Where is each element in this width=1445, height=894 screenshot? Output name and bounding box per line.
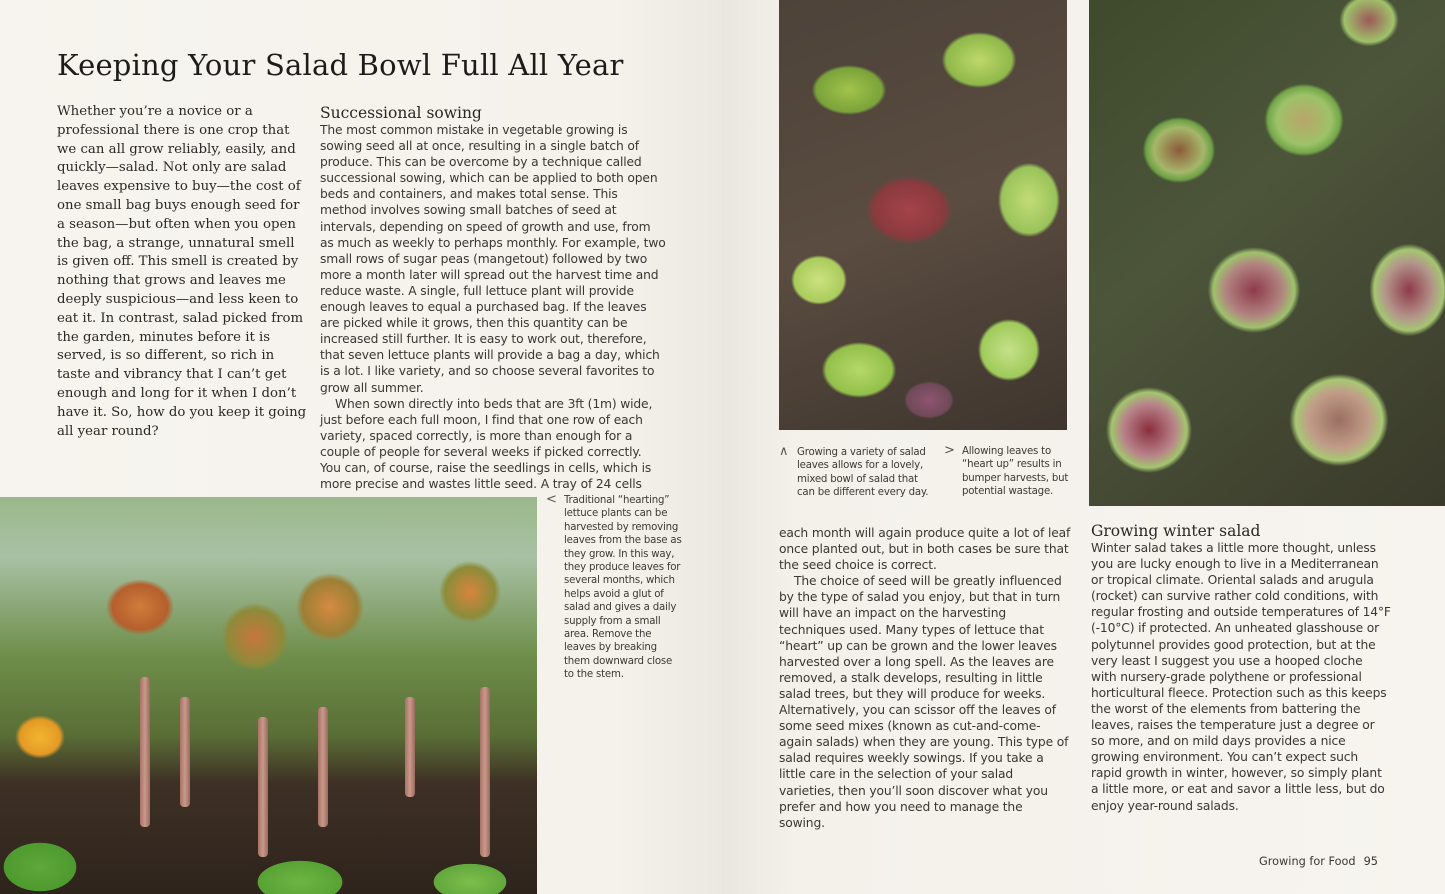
intro-paragraph: Whether you’re a novice or a professional there is one crop that we can all grow reliably, easily, and quickly—salad. Not only are salad leaves expensive to buy—the cost of one small bag buys enough seed for a season—but often when you open the bag, a strange, unnatural smell is given off. This smell is created by nothing that grows and leaves me deeply suspicious—and less keen to eat it. In contrast, salad picked from the garden, minutes before it is served, is so different, so rich in taste and vibrancy that I can’t get enough and long for it when I don’t have it. So, how do you keep it going all year round? (57, 104, 307, 439)
paragraph: The choice of seed will be greatly influenced by the type of salad you enjoy, but that in turn will have an impact on the harvesting techniques used. Many types of lettuce that “heart” up can be grown and the lower leaves harvested over a long spell. As the leaves are removed, a stalk develops, resulting in little salad trees, but they will produce for weeks. Alternatively, you can scissor off the leaves of some seed mixes (known as cut-and-come-again salads) when they are young. This type of salad requires weekly sowings. If you take a little care in the selection of your salad varieties, then you’ll soon discover what you prefer and how you need to manage the sowing. (779, 574, 1069, 830)
section-heading: Successional sowing (320, 104, 482, 122)
left-arrow-icon: < (546, 492, 557, 507)
up-arrow-icon: ∧ (779, 444, 789, 459)
lettuce-stalk (480, 687, 490, 857)
section-body (320, 122, 666, 492)
winter-salad-section (1091, 523, 1391, 814)
lettuce-stalk (258, 717, 268, 857)
section-heading: Growing winter salad (1091, 522, 1261, 540)
page-footer (1259, 855, 1378, 868)
section-name: Growing for Food (1259, 855, 1356, 868)
paragraph: The most common mistake in vegetable growing is sowing seed all at once, resulting in a single batch of produce. This can be overcome by a technique called successional sowing, which can be applied to both open beds and containers, and makes total sense. This method involves sowing small batches of seed at intervals, depending on speed of growth and use, from as much as weekly to perhaps monthly. For example, two small rows of sugar peas (mangetout) followed by two more a month later will spread out the harvest time and reduce waste. A single, full lettuce plant will provide enough leaves to equal a purchased bag. If the leaves are picked while it grows, then this quantity can be increased still further. It is easy to work out, therefore, that seven lettuce plants will provide a bag a day, which is a lot. I like variety, and so choose several favorites to grow all summer. (320, 123, 666, 395)
hearting-lettuce-stalks-photo (0, 497, 537, 894)
page-title: Keeping Your Salad Bowl Full All Year (57, 48, 624, 82)
lettuce-stalk (318, 707, 328, 827)
caption-text: Traditional “hearting” lettuce plants can be harvested by removing leaves from the base as they grow. In this way, they produce leaves for several months, which helps avoid a glut of salad and gives a daily supply from a small area. Remove the leaves by breaking them downward close to the stem. (564, 495, 682, 681)
hearted-radicchio-photo (1089, 0, 1445, 506)
caption-text: Allowing leaves to “heart up” results in bumper harvests, but potential wastage. (962, 446, 1069, 498)
successional-sowing-section (320, 105, 666, 492)
paragraph: When sown directly into beds that are 3ft (1m) wide, just before each full moon, I find that one row of each variety, spaced correctly, is more than enough for a couple of people for several weeks if picked correctly. You can, of course, raise the seedlings in cells, which is more precise and wastes little seed. A tray of 24 cells (320, 396, 653, 492)
paragraph: each month will again produce quite a lot of leaf once planted out, but in both cases be sure that the seed choice is correct. (779, 526, 1071, 573)
caption-text: Growing a variety of salad leaves allows for a lovely, mixed bowl of salad that can be different every day. (797, 447, 929, 499)
paragraph: Winter salad takes a little more thought, unless you are lucky enough to live in a Mediterranean or tropical climate. Oriental salads and arugula (rocket) can survive rather cold conditions, with regular frosting and outside temperatures of 14°F (-10°C) if protected. An unheated glasshouse or polytunnel provides good protection, but at the very least I suggest you use a hooped cloche with nursery-grade polythene or professional horticultural fleece. Protection such as this keeps the worst of the elements from battering the leaves, raises the temperature just a degree or so more, and on mild days provides a nice growing environment. You can’t expect such rapid growth in winter, however, so simply plant a little more, or eat and savor a little less, but do enjoy year-round salads. (1091, 541, 1391, 813)
section-body (1091, 540, 1391, 814)
lettuce-stalk (405, 697, 415, 797)
continued-section (779, 525, 1071, 831)
caption-right (944, 443, 1072, 499)
page-number: 95 (1363, 855, 1378, 868)
mixed-salad-leaves-photo (779, 0, 1067, 430)
lettuce-stalk (180, 697, 190, 807)
right-arrow-icon: > (944, 443, 955, 458)
lettuce-stalk (140, 677, 150, 827)
caption-left (546, 492, 684, 682)
caption-middle (779, 444, 932, 500)
